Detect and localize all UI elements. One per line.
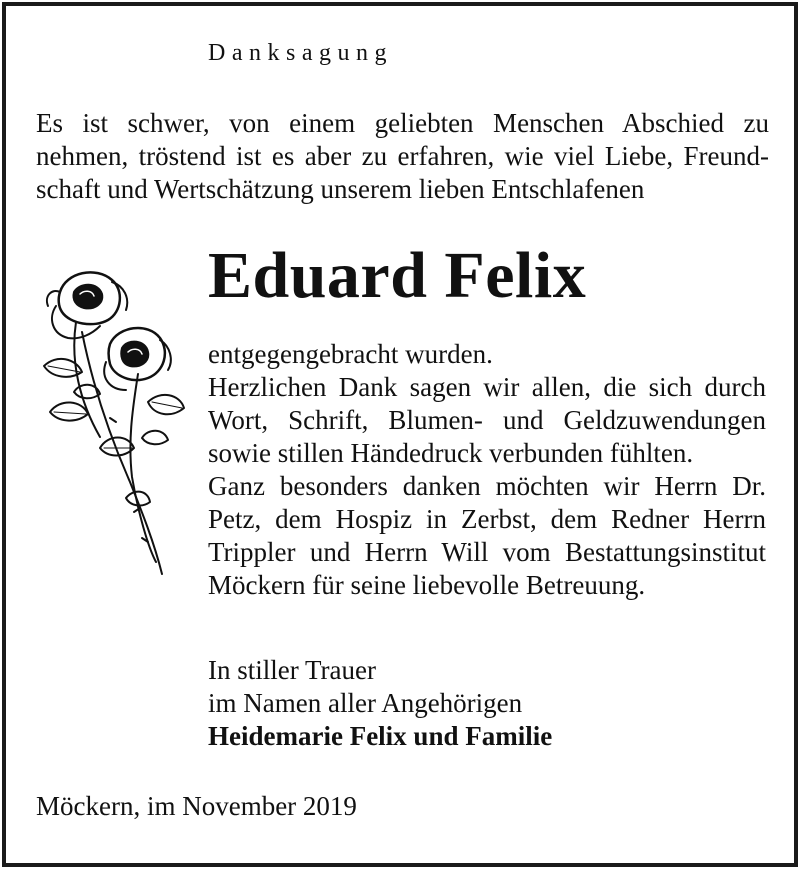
body-line: Wort, Schrift, Blumen- und Geldzuwendungen bbox=[208, 405, 766, 435]
body-line: sowie stillen Händedruck verbunden fühlten. bbox=[208, 438, 694, 468]
intro-line: Es ist schwer, von einem geliebten Menschen Abschied zu bbox=[36, 108, 769, 138]
intro-line: nehmen, tröstend ist es aber zu erfahren, wie viel Liebe, Freund- bbox=[36, 141, 769, 171]
body-line: Herzlichen Dank sagen wir allen, die sich durch bbox=[208, 372, 766, 402]
family-signature: Heidemarie Felix und Familie bbox=[208, 721, 553, 751]
body-paragraph bbox=[208, 338, 766, 602]
closing-relatives-line: im Namen aller Angehörigen bbox=[208, 688, 523, 718]
deceased-name: Eduard Felix bbox=[208, 239, 587, 312]
intro-line: schaft und Wertschätzung unserem lieben Entschlafenen bbox=[36, 174, 645, 204]
closing-mourning-line: In stiller Trauer bbox=[208, 655, 376, 685]
roses-icon bbox=[30, 262, 190, 582]
body-line: entgegengebracht wurden. bbox=[208, 339, 493, 369]
closing-block bbox=[208, 654, 552, 753]
place-date: Möckern, im November 2019 bbox=[36, 791, 357, 821]
intro-paragraph bbox=[36, 107, 769, 206]
body-line: Möckern für seine liebevolle Betreuung. bbox=[208, 570, 646, 600]
body-line: Trippler und Herrn Will vom Bestattungsinstitut bbox=[208, 537, 766, 567]
body-line: Petz, dem Hospiz in Zerbst, dem Redner Herrn bbox=[208, 504, 766, 534]
notice-heading: Danksagung bbox=[208, 40, 393, 66]
body-line: Ganz besonders danken möchten wir Herrn Dr. bbox=[208, 471, 766, 501]
